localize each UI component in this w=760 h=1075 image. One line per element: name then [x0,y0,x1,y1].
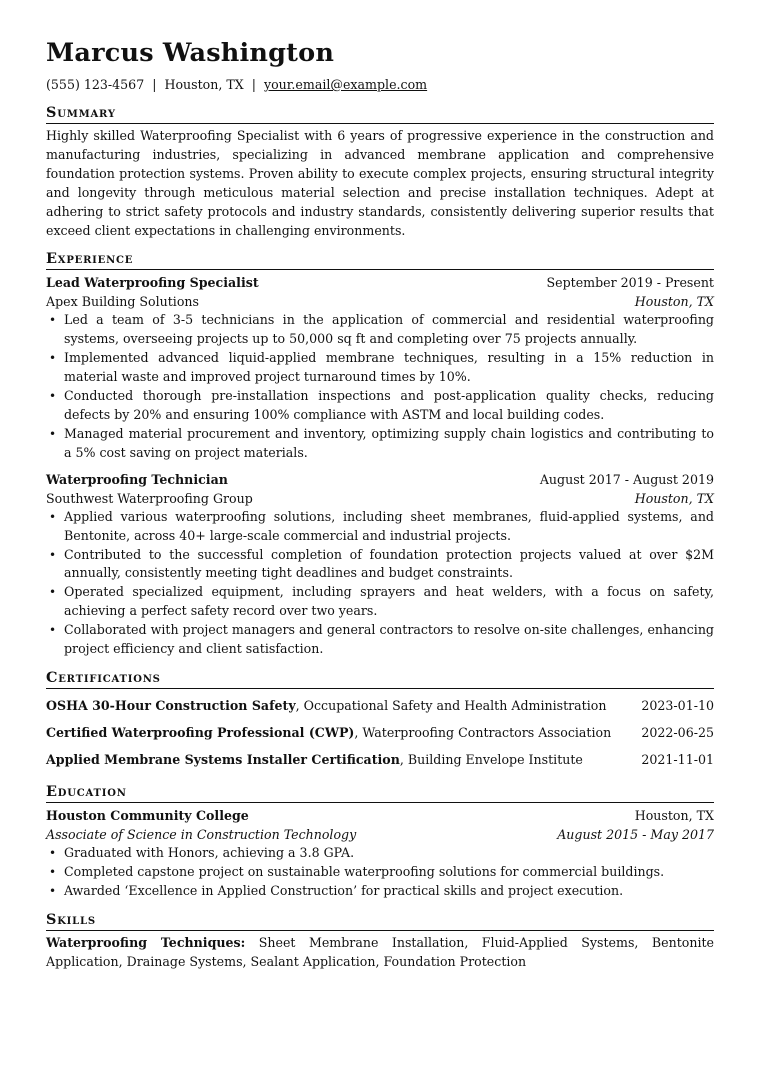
list-item: • Implemented advanced liquid-applied membrane techniques, resulting in a 15% reduction in material waste and improved project turnaround times by 10%. [49,350,714,385]
resume-page [46,37,714,971]
list-item: • Graduated with Honors, achieving a 3.8 GPA. [46,844,714,863]
job-header [46,470,714,489]
bullet-icon: • [49,845,57,860]
skills-text [46,934,714,972]
bullet-icon: • [49,351,57,366]
job-bullet-list [46,508,714,659]
contact-phone: (555) 123-4567 [46,77,145,92]
list-item: • Contributed to the successful completion of foundation protection projects valued at over $2M annually, consistently meeting tight deadlines and budget constraints. [49,546,714,581]
education-location: Houston, TX [634,807,714,823]
skills-heading: Skills [46,911,714,931]
job-bullet-list [46,311,714,462]
bullet-icon: • [49,547,57,562]
skills-label: Waterproofing Techniques: [46,934,246,950]
list-item: • Managed material procurement and inventory, optimizing supply chain logistics and contributing to a 5% cost saving on project materials. [49,425,714,460]
education-school: Houston Community College [46,807,249,823]
certification-issuer: , Waterproofing Contractors Association [354,724,612,740]
bullet-icon: • [49,864,57,879]
certifications-section [46,669,714,773]
bullet-icon: • [49,313,57,328]
job-header [46,273,714,292]
job-company: Southwest Waterproofing Group [46,490,253,506]
certification-row [46,719,714,746]
certification-date: 2022-06-25 [641,724,714,740]
list-item: • Collaborated with project managers and general contractors to resolve on-site challenges, enhancing project efficiency and client satisfaction. [49,622,714,657]
education-header [46,806,714,825]
summary-text: Highly skilled Waterproofing Specialist with 6 years of progressive experience in the construction and manufacturing industries, specializing in advanced membrane application and comprehensive foundation protection systems. Proven ability to execute complex projects, ensuring structural integrity and longevity through meticulous material selection and precise installation techniques. Adept at adhering to strict safety protocols and industry standards, consistently delivering superior results that exceed client expectations in challenging environments. [46,128,714,238]
resume-name: Marcus Washington [46,38,335,68]
job-subheader [46,292,714,311]
contact-line [46,76,714,94]
education-section [46,783,714,901]
skills-list: Sheet Membrane Installation, Fluid-Applied Systems, Bentonite Application, Drainage Systems, Sealant Application, Foundation Protection [46,934,714,969]
summary-heading: Summary [46,104,714,124]
education-bullet-list [46,844,714,901]
certifications-heading: Certifications [46,669,714,689]
certification-name: Certified Waterproofing Professional (CWP) [46,724,355,740]
contact-separator: | [251,77,256,92]
certification-issuer: , Occupational Safety and Health Administration [295,697,607,713]
certification-issuer: , Building Envelope Institute [399,751,583,767]
list-item: • Led a team of 3-5 technicians in the application of commercial and residential waterproofing systems, overseeing projects up to 50,000 sq ft and completing over 75 projects annually. [49,312,714,347]
job-dates: August 2017 - August 2019 [539,471,714,487]
certification-name: Applied Membrane Systems Installer Certification [46,751,400,767]
contact-location: Houston, TX [164,77,244,92]
summary-section [46,104,714,240]
bullet-icon: • [49,389,57,404]
education-heading: Education [46,783,714,803]
certification-row [46,746,714,773]
education-dates: August 2015 - May 2017 [557,826,714,842]
job-entry [46,470,714,659]
bullet-icon: • [49,509,57,524]
list-item: • Operated specialized equipment, including sprayers and heat welders, with a focus on safety, achieving a perfect safety record over two years. [49,584,714,619]
job-role: Lead Waterproofing Specialist [46,275,259,291]
experience-heading: Experience [46,250,714,270]
bullet-icon: • [49,585,57,600]
job-location: Houston, TX [634,490,714,506]
certification-date: 2021-11-01 [641,751,714,767]
education-degree: Associate of Science in Construction Technology [46,826,357,842]
bullet-icon: • [49,883,57,898]
certification-row [46,692,714,719]
skills-section [46,911,714,972]
education-subheader [46,825,714,844]
experience-section [46,250,714,659]
job-subheader [46,489,714,508]
list-item: • Conducted thorough pre-installation inspections and post-application quality checks, reducing defects by 20% and ensuring 100% compliance with ASTM and local building codes. [49,388,714,422]
bullet-icon: • [49,426,57,441]
certification-date: 2023-01-10 [641,697,714,713]
list-item: • Applied various waterproofing solutions, including sheet membranes, fluid-applied systems, and Bentonite, across 40+ large-scale commercial and industrial projects. [49,508,714,543]
bullet-icon: • [49,623,57,638]
certification-name: OSHA 30-Hour Construction Safety [46,697,296,713]
job-dates: September 2019 - Present [546,275,714,291]
contact-email-link[interactable]: your.email@example.com [263,77,428,92]
contact-separator: | [152,77,157,92]
list-item: • Awarded ‘Excellence in Applied Construction’ for practical skills and project execution. [46,882,714,901]
job-location: Houston, TX [634,294,714,310]
job-company: Apex Building Solutions [46,294,199,310]
job-role: Waterproofing Technician [46,471,228,487]
job-entry [46,273,714,462]
list-item: • Completed capstone project on sustainable waterproofing solutions for commercial buildings. [46,863,714,882]
